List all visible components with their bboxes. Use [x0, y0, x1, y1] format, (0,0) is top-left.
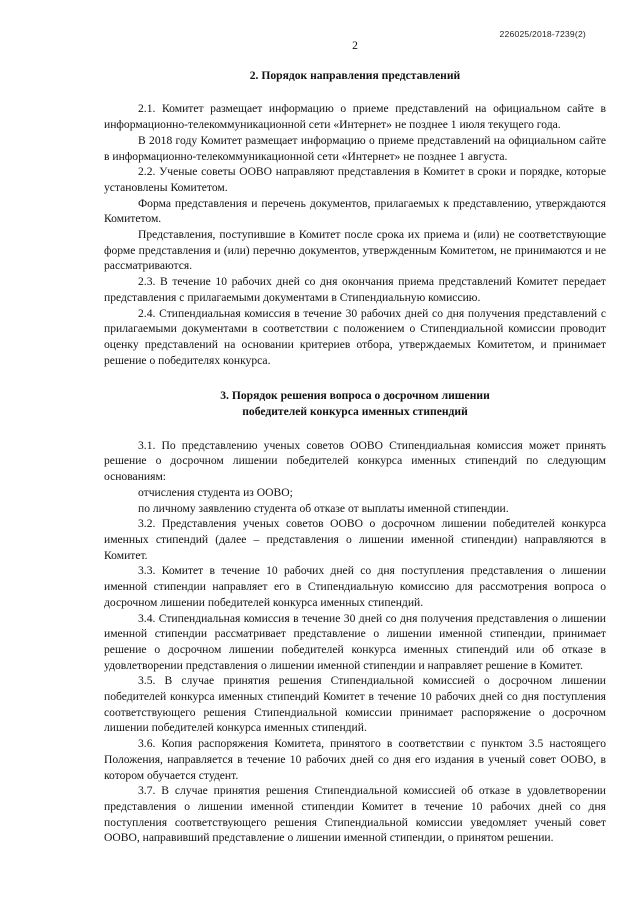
- document-number: 226025/2018-7239(2): [499, 29, 586, 39]
- paragraph-2-4: 2.4. Стипендиальная комиссия в течение 30 рабочих дней со дня получения представлений с прилагаемыми документами в соответствии с положением о Стипендиальной комиссии проводит оценку представлений на основании критериев отбора, утверждаемых Комитетом, и принимает решение о победителях конкурса.: [104, 306, 606, 367]
- paragraph-3-7: 3.7. В случае принятия решения Стипендиальной комиссией об отказе в удовлетворении представления о лишении именной стипендии Комитет в течение 10 рабочих дней со дня поступления соответствующего решения Стипендиальной комиссии уведомляет ученый совет ООВО, направивший представление о лишении именной стипендии, о принятом решении.: [104, 784, 606, 845]
- paragraph-3-6: 3.6. Копия распоряжения Комитета, принятого в соответствии с пунктом 3.5 настоящего Положения, направляется в течение 10 рабочих дней со дня его издания в ученый совет ООВО, в котором обучается студент.: [104, 737, 606, 782]
- paragraph-2-2-form: Форма представления и перечень документов, прилагаемых к представлению, утверждаются Комитетом.: [104, 196, 606, 226]
- paragraph-2-1-note: В 2018 году Комитет размещает информацию о приеме представлений на официальном сайте в информационно-телекоммуникационной сети «Интернет» не позднее 1 августа.: [104, 133, 606, 163]
- section-3-title-line-2: победителей конкурса именных стипендий: [242, 405, 468, 419]
- section-3-title: [104, 388, 606, 419]
- paragraph-3-1-reason-1: отчисления студента из ООВО;: [138, 485, 293, 499]
- paragraph-2-3: 2.3. В течение 10 рабочих дней со дня окончания приема представлений Комитет передает представления с прилагаемыми документами в Стипендиальную комиссию.: [104, 275, 606, 304]
- paragraph-2-2-late: Представления, поступившие в Комитет после срока их приема и (или) не соответствующие форме представления и (или) перечню документов, утвержденным Комитетом, не принимаются и не рассматриваются.: [104, 228, 606, 273]
- paragraph-3-5: 3.5. В случае принятия решения Стипендиальной комиссией о досрочном лишении победителей конкурса именных стипендий Комитет в течение 10 рабочих дней со дня поступления соответствующего решения Стипендиальной комиссии принимает распоряжение о досрочном лишении победителей конкурса именных стипендий.: [104, 674, 606, 735]
- section-2-body: [104, 101, 606, 368]
- page-number: 2: [352, 39, 358, 52]
- paragraph-2-1: 2.1. Комитет размещает информацию о приеме представлений на официальном сайте в информационно-телекоммуникационной сети «Интернет» не позднее 1 июля текущего года.: [104, 102, 606, 132]
- paragraph-3-2: 3.2. Представления ученых советов ООВО о досрочном лишении победителей конкурса именных стипендий (далее – представления о лишении именной стипендии) направляются в Комитет.: [104, 517, 606, 562]
- paragraph-3-3: 3.3. Комитет в течение 10 рабочих дней со дня поступления представления о лишении именной стипендии направляет его в Стипендиальную комиссию для рассмотрения вопроса о досрочном лишении победителей конкурса именных стипендий.: [104, 564, 606, 609]
- paragraph-3-4: 3.4. Стипендиальная комиссия в течение 30 дней со дня получения представления о лишении именной стипендии рассматривает представление о лишении именной стипендии, принимает решение о досрочном лишении победителей конкурса именных стипендий или об отказе в удовлетворении представления о лишении именной стипендии и направляет решение в Комитет.: [104, 611, 606, 672]
- paragraph-3-1: 3.1. По представлению ученых советов ООВО Стипендиальная комиссия может принять решение о досрочном лишении победителей конкурса именных стипендий по следующим основаниям:: [104, 438, 606, 484]
- paragraph-3-1-reason-2: по личному заявлению студента об отказе от выплаты именной стипендии.: [138, 501, 509, 515]
- section-3-body: [104, 438, 606, 846]
- section-2-title: 2. Порядок направления представлений: [249, 68, 461, 82]
- section-3-title-line-1: 3. Порядок решения вопроса о досрочном лишении: [220, 389, 490, 403]
- paragraph-2-2: 2.2. Ученые советы ООВО направляют представления в Комитет в сроки и порядке, которые установлены Комитетом.: [104, 165, 606, 194]
